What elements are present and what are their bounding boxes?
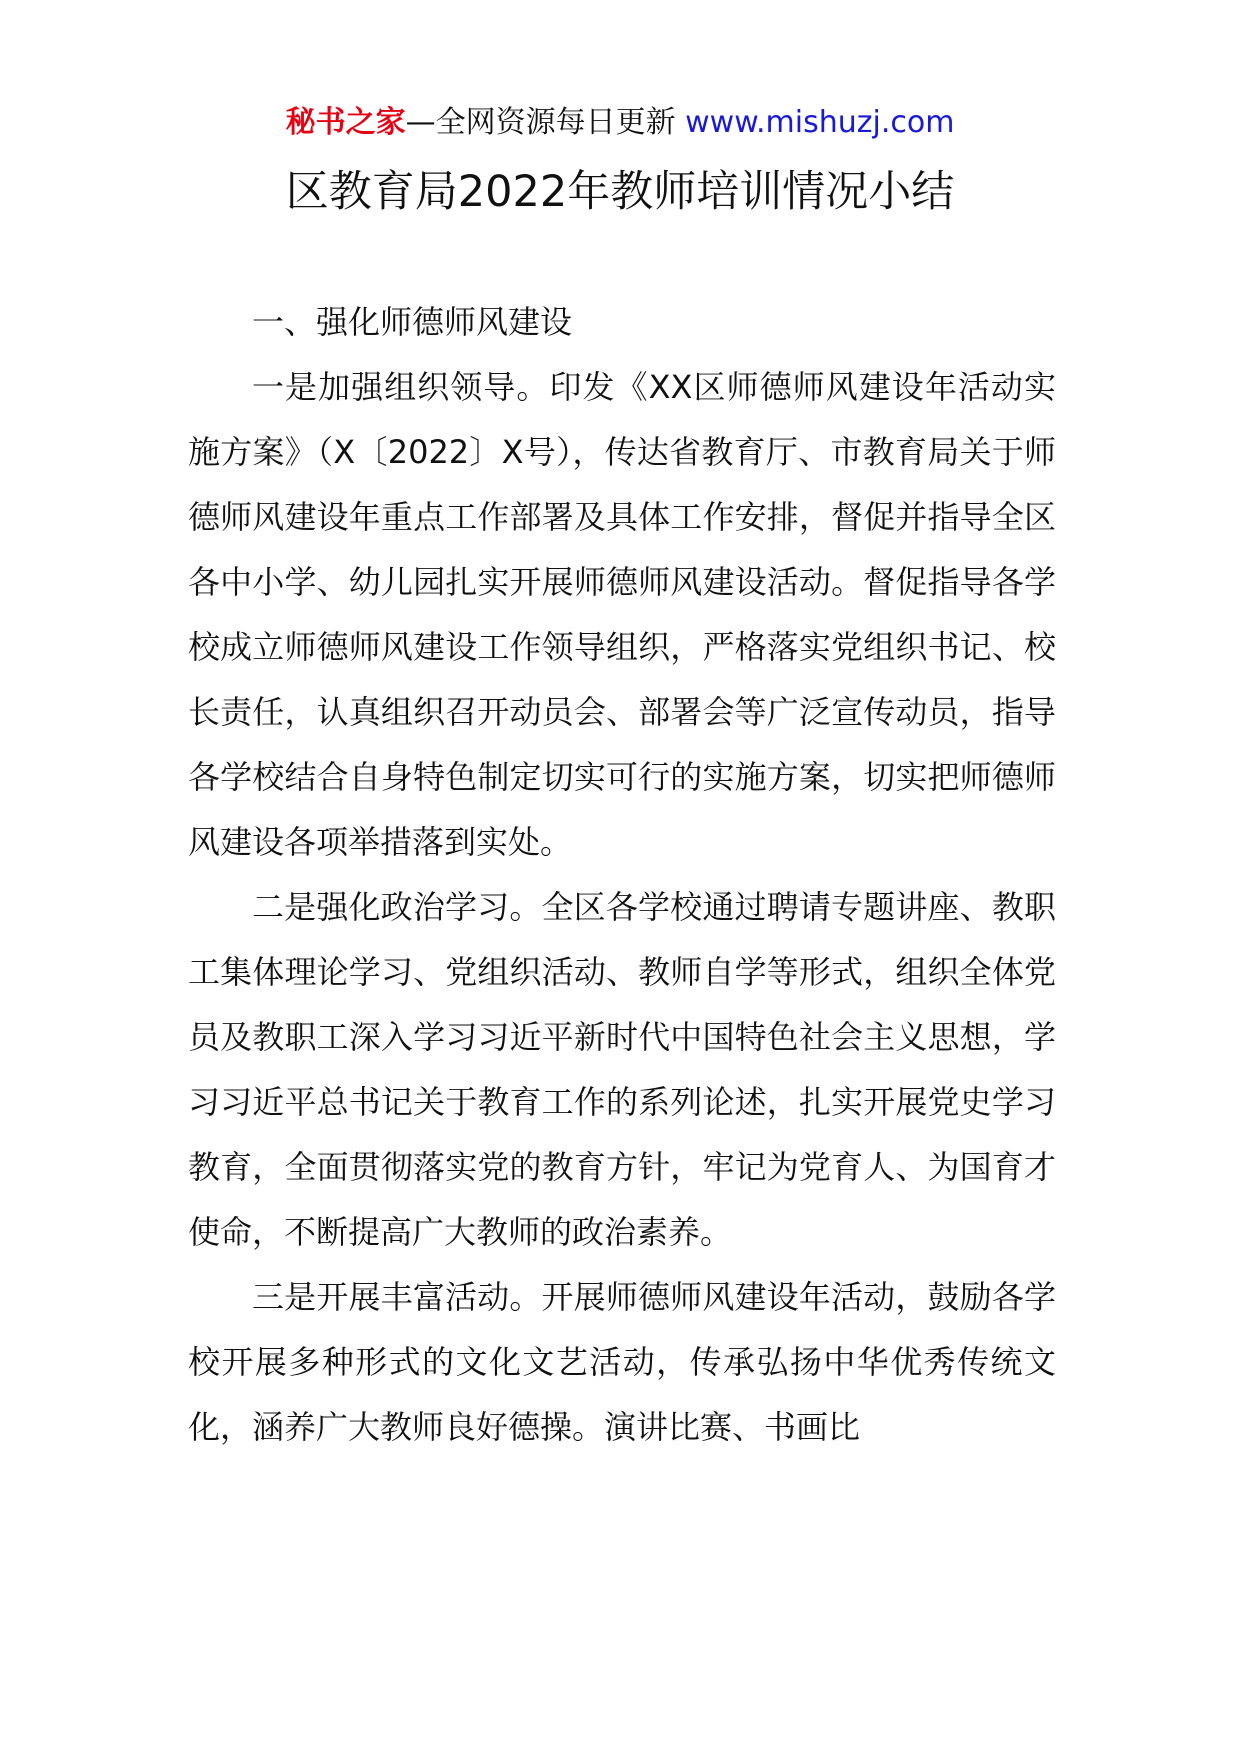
section-heading: 一、强化师德师风建设 bbox=[252, 303, 573, 341]
site-brand: 秘书之家 bbox=[285, 105, 406, 140]
site-header bbox=[0, 103, 1240, 143]
site-tagline: —全网资源每日更新 bbox=[405, 105, 686, 140]
document-title: 区教育局2022年教师培训情况小结 bbox=[285, 167, 955, 217]
body-paragraph: 二是强化政治学习。全区各学校通过聘请专题讲座、教职工集体理论学习、党组织活动、教师自学等形式，组织全体党员及教职工深入学习习近平新时代中国特色社会主义思想，学习习近平总书记关于教育工作的系列论述，扎实开展党史学习教育，全面贯彻落实党的教育方针，牢记为党育人、为国育才使命，不断提高广大教师的政治素养。 bbox=[188, 888, 1056, 1251]
document-body bbox=[188, 290, 1056, 1460]
site-url-link[interactable]: www.mishuzj.com bbox=[685, 105, 955, 140]
body-paragraph: 三是开展丰富活动。开展师德师风建设年活动，鼓励各学校开展多种形式的文化文艺活动，传承弘扬中华优秀传统文化，涵养广大教师良好德操。演讲比赛、书画比 bbox=[188, 1278, 1056, 1446]
body-paragraph: 一是加强组织领导。印发《XX区师德师风建设年活动实施方案》（X〔2022〕X号），传达省教育厅、市教育局关于师德师风建设年重点工作部署及具体工作安排，督促并指导全区各中小学、幼儿园扎实开展师德师风建设活动。督促指导各学校成立师德师风建设工作领导组织，严格落实党组织书记、校长责任，认真组织召开动员会、部署会等广泛宣传动员，指导各学校结合自身特色制定切实可行的实施方案，切实把师德师风建设各项举措落到实处。 bbox=[188, 368, 1056, 861]
